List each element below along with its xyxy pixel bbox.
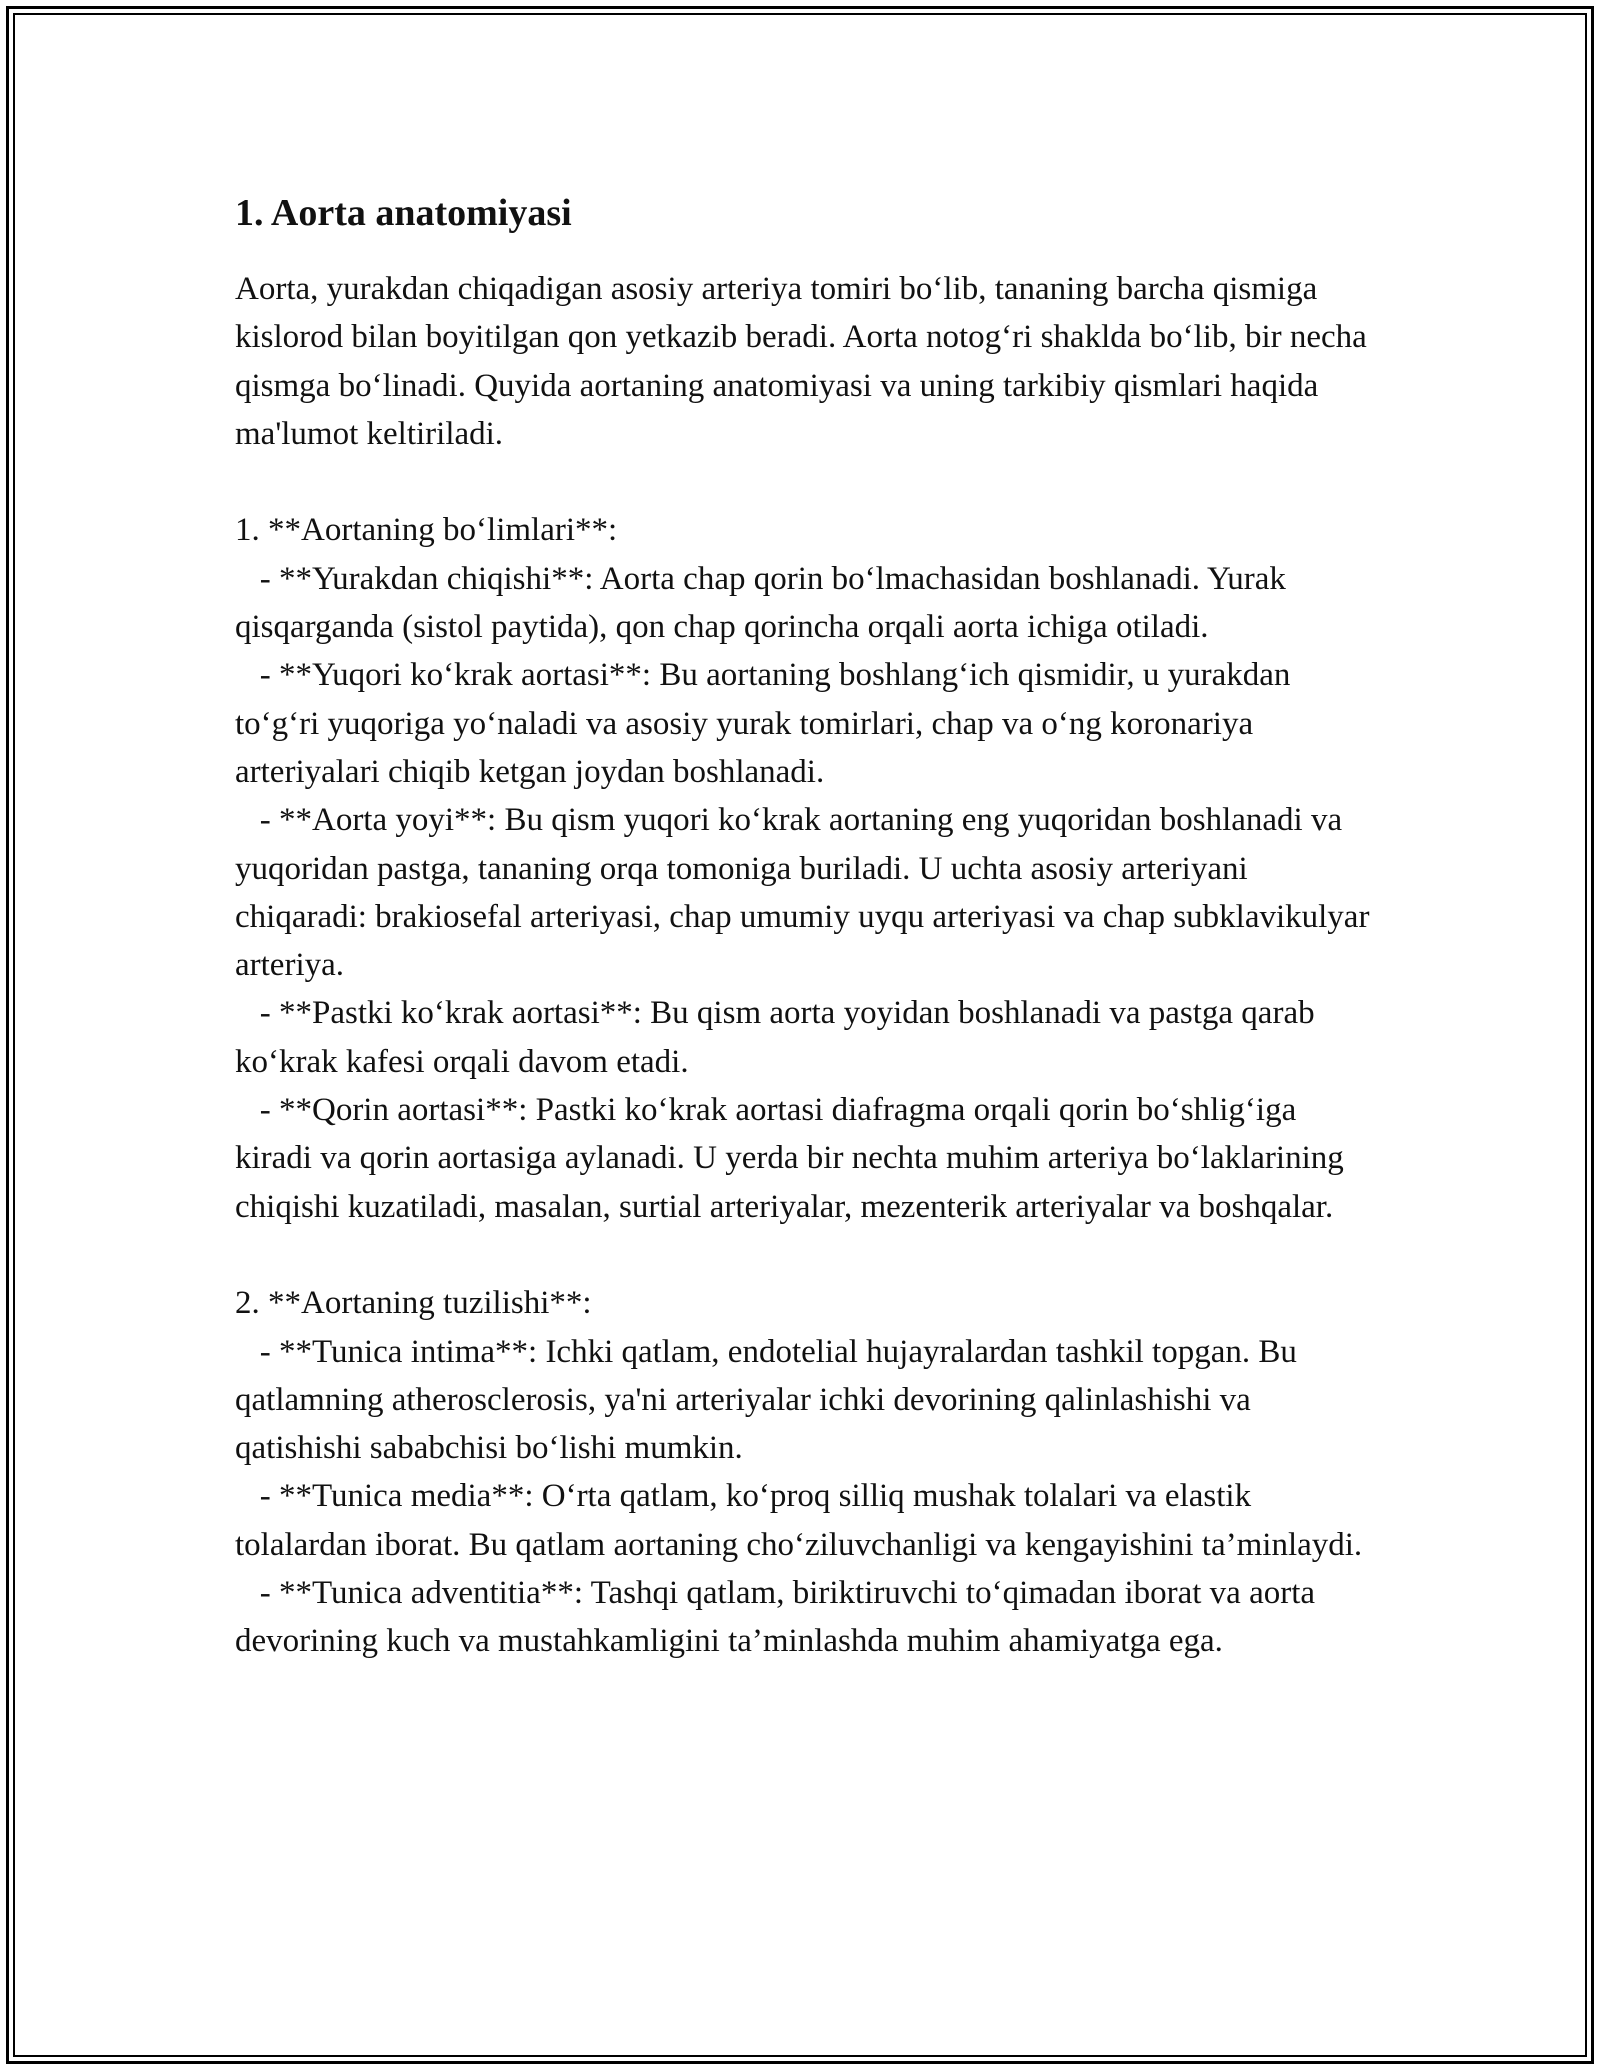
list-item-tunica-intima: - **Tunica intima**: Ichki qatlam, endotelial hujayralardan tashkil topgan. Bu qatlamning atherosclerosis, ya'ni arteriyalar ichki devorining qalinlashishi va qatishishi sababchisi bo‘lishi mumkin. [235, 1333, 1306, 1467]
list-item-yurakdan-chiqishi: - **Yurakdan chiqishi**: Aorta chap qorin bo‘lmachasidan boshlanadi. Yurak qisqarganda (sistol paytida), qon chap qorincha orqali aorta ichiga otiladi. [235, 560, 1295, 646]
intro-paragraph: Aorta, yurakdan chiqadigan asosiy arteriya tomiri bo‘lib, tananing barcha qismiga kislorod bilan boyitilgan qon yetkazib beradi. Aorta notog‘ri shaklda bo‘lib, bir necha qismga bo‘linadi. Quyida aortaning anatomiyasi va uning tarkibiy qismlari haqida ma'lumot keltiriladi. [235, 271, 1376, 452]
paragraph-spacer [235, 1231, 1375, 1279]
document-body [235, 185, 1378, 1666]
list-item-tunica-media: - **Tunica media**: O‘rta qatlam, ko‘proq silliq mushak tolalari va elastik tolalardan iborat. Bu qatlam aortaning cho‘ziluvchanligi va kengayishini ta’minlaydi. [235, 1478, 1363, 1563]
list-item-qorin-aortasi: - **Qorin aortasi**: Pastki ko‘krak aortasi diafragma orqali qorin bo‘shlig‘iga kiradi va qorin aortasiga aylanadi. U yerda bir nechta muhim arteriya bo‘laklarining chiqishi kuzatiladi, masalan, surtial arteriyalar, mezenterik arteriyalar va boshqalar. [235, 1092, 1353, 1225]
list-item-tunica-adventitia: - **Tunica adventitia**: Tashqi qatlam, biriktiruvchi to‘qimadan iborat va aorta devorining kuch va mustahkamligini ta’minlashda muhim ahamiyatga ega. [235, 1575, 1324, 1660]
page-title: 1. Aorta anatomiyasi [235, 192, 572, 234]
list-item-yuqori-kokrak-aortasi: - **Yuqori ko‘krak aortasi**: Bu aortaning boshlang‘ich qismidir, u yurakdan to‘g‘ri yuqoriga yo‘naladi va asosiy yurak tomirlari, chap va o‘ng koronariya arteriyalari chiqib ketgan joydan boshlanadi. [235, 657, 1299, 790]
paragraph-spacer [235, 458, 1375, 506]
list-item-aorta-yoyi: - **Aorta yoyi**: Bu qism yuqori ko‘krak aortaning eng yuqoridan boshlanadi va yuqoridan pastga, tananing orqa tomoniga buriladi. U uchta asosiy arteriyani chiqaradi: brakiosefal arteriyasi, chap umumiy uyqu arteriyasi va chap subklavikulyar arteriya. [235, 802, 1378, 984]
section-heading-bolimlari: 1. **Aortaning bo‘limlari**: [235, 512, 618, 549]
section-heading-tuzilishi: 2. **Aortaning tuzilishi**: [235, 1285, 592, 1322]
list-item-pastki-kokrak-aortasi: - **Pastki ko‘krak aortasi**: Bu qism aorta yoyidan boshlanadi va pastga qarab ko‘krak kafesi orqali davom etadi. [235, 995, 1323, 1080]
